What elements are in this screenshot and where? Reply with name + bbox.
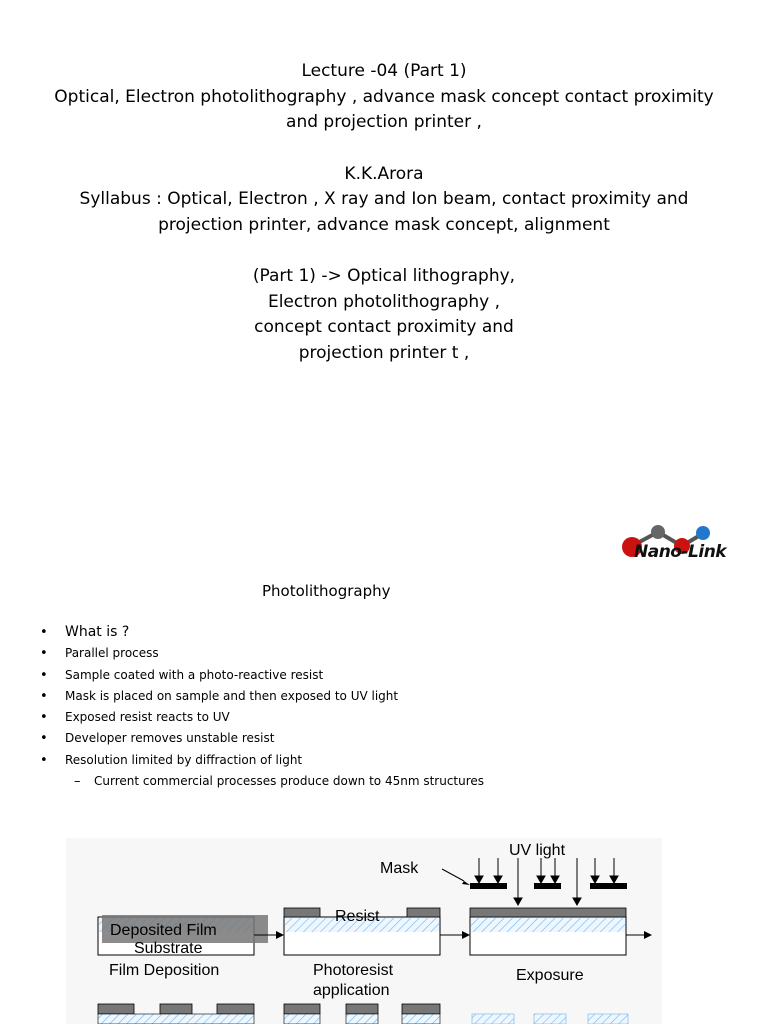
list-item: • Developer removes unstable resist [40, 731, 275, 747]
list-item: • Parallel process [40, 646, 159, 662]
list-item: • What is ? [40, 624, 130, 640]
label-resist: Resist [335, 908, 380, 925]
logo-text: Nano-Link [634, 542, 727, 562]
list-item: • Exposed resist reacts to UV [40, 710, 230, 726]
label-substrate: Substrate [134, 940, 203, 957]
list-item: • Sample coated with a photo-reactive resist [40, 667, 324, 683]
list-item: • Resolution limited by diffraction of light [40, 752, 303, 768]
slide-title: Photolithography [262, 582, 391, 600]
label-film-deposition: Film Deposition [109, 962, 220, 979]
header-line-1: Lecture -04 (Part 1) [301, 61, 467, 81]
label-application: application [313, 982, 390, 999]
label-mask: Mask [380, 860, 419, 877]
header-line-3: and projection printer , [286, 112, 482, 132]
stage-exposure [442, 858, 652, 955]
list-item: • Mask is placed on sample and then exposed to UV light [40, 688, 399, 704]
header-part-2: Electron photolithography , [267, 292, 501, 312]
label-uv-light: UV light [509, 842, 566, 859]
header-line-2: Optical, Electron photolithography , advance mask concept contact proximity [54, 87, 714, 107]
label-photoresist: Photoresist [313, 962, 394, 979]
bottom-row [98, 1004, 628, 1024]
header-author: K.K.Arora [344, 164, 424, 184]
nano-link-logo [618, 522, 748, 568]
header-syllabus-1: Syllabus : Optical, Electron , X ray and Ion beam, contact proximity and [79, 189, 689, 209]
process-diagram [66, 838, 662, 1024]
header-syllabus-2: projection printer, advance mask concept, alignment [158, 215, 610, 235]
label-exposure: Exposure [516, 967, 584, 984]
header-part-4: projection printer t , [298, 343, 470, 363]
header-part-1: (Part 1) -> Optical lithography, [252, 266, 516, 286]
label-deposited-film: Deposited Film [110, 922, 217, 939]
header-part-3: concept contact proximity and [254, 317, 514, 337]
sub-list-item: – Current commercial processes produce down to 45nm structures [74, 774, 485, 790]
bullet-list [40, 622, 484, 792]
